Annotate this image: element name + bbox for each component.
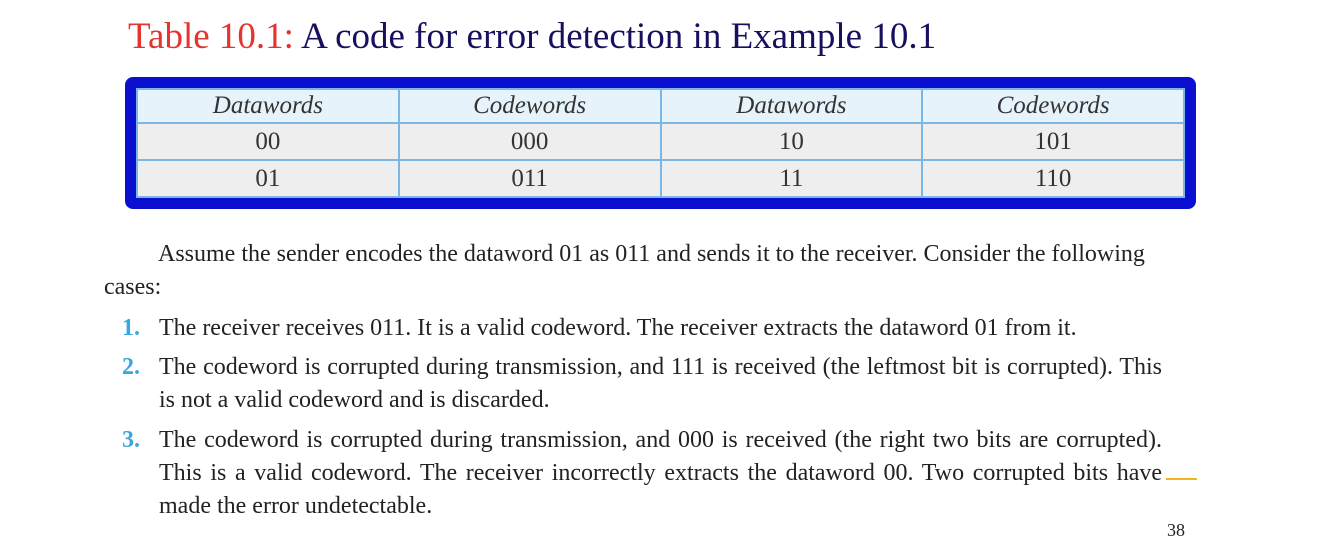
table-cell: 00	[137, 123, 399, 160]
margin-marker	[1166, 478, 1197, 480]
header-datawords-2: Datawords	[661, 89, 923, 123]
table-title-text: A code for error detection in Example 10.1	[301, 16, 937, 57]
table-row	[137, 160, 1184, 197]
table-cell: 101	[922, 123, 1184, 160]
intro-paragraph-text: Assume the sender encodes the dataword 01 as 011 and sends it to the receiver. Consider the following cases:	[104, 241, 1145, 300]
table-title	[128, 14, 936, 60]
page-number: 38	[1167, 520, 1185, 540]
header-datawords-1: Datawords	[137, 89, 399, 123]
list-item-case-2	[122, 351, 1162, 417]
table-title-label: Table 10.1:	[128, 16, 294, 57]
list-number: 1.	[122, 315, 140, 341]
table-cell: 110	[922, 160, 1184, 197]
table-row	[137, 123, 1184, 160]
list-item-case-3	[122, 424, 1162, 523]
intro-paragraph	[104, 238, 1160, 304]
list-item-text: The codeword is corrupted during transmission, and 111 is received (the leftmost bit is corrupted). This is not a valid codeword and is discarded.	[159, 354, 1162, 413]
list-item-text: The codeword is corrupted during transmission, and 000 is received (the right two bits are corrupted). This is a valid codeword. The receiver incorrectly extracts the dataword 00. Two corrupted bits have made the error undetectable.	[159, 427, 1162, 519]
list-item-text: The receiver receives 011. It is a valid codeword. The receiver extracts the dataword 01 from it.	[159, 315, 1077, 341]
table-cell: 11	[661, 160, 923, 197]
table-cell: 011	[399, 160, 661, 197]
table-cell: 10	[661, 123, 923, 160]
list-item-case-1	[122, 312, 1162, 345]
header-codewords-2: Codewords	[922, 89, 1184, 123]
list-number: 3.	[122, 427, 140, 453]
list-number: 2.	[122, 354, 140, 380]
table-header-row	[137, 89, 1184, 123]
table-cell: 000	[399, 123, 661, 160]
header-codewords-1: Codewords	[399, 89, 661, 123]
code-table-frame	[125, 77, 1196, 209]
code-table	[136, 88, 1185, 198]
table-cell: 01	[137, 160, 399, 197]
